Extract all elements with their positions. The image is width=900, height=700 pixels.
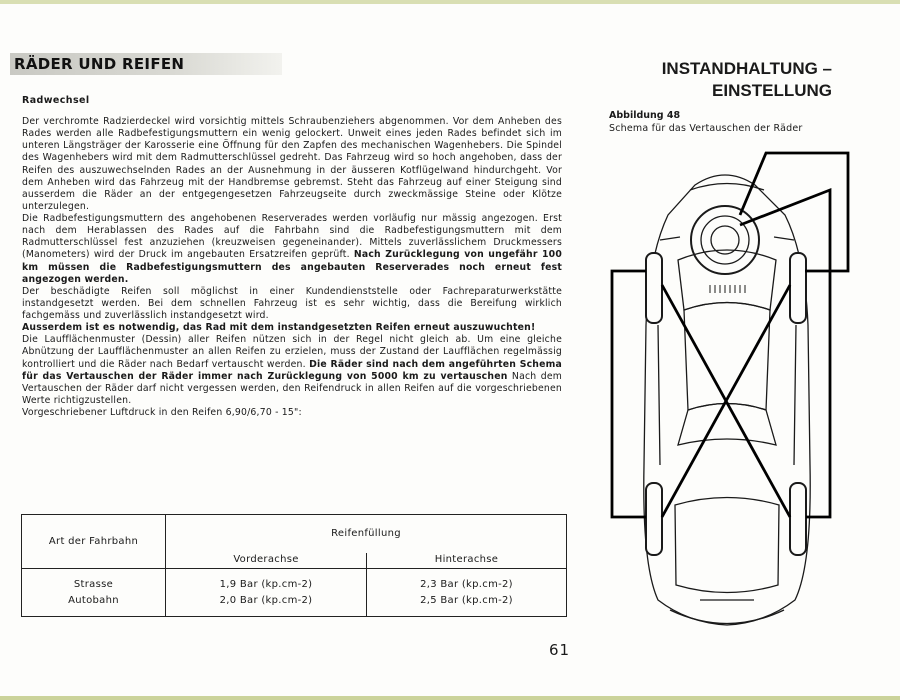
chapter-heading: [600, 58, 832, 102]
table-cell-road-types: [22, 569, 166, 617]
table-cell-rear-values: [367, 569, 567, 617]
bold-text: Die Räder sind nach dem angeführten Schema für das Vertauschen der Räder immer nach Zurücklegung von 5000 km zu vertauschen: [22, 358, 562, 382]
body-paragraph: [22, 407, 562, 419]
page-number: 61: [549, 641, 571, 659]
table-header-rear-axle: Hinterachse: [367, 553, 567, 569]
rotation-arrows: [612, 153, 848, 517]
rear-value-street: 2,3 Bar (kp.cm-2): [420, 578, 513, 590]
table-header-front-axle: Vorderachse: [166, 553, 367, 569]
wheel-rotation-diagram: [600, 145, 860, 655]
chapter-heading-line-2: EINSTELLUNG: [712, 81, 832, 100]
front-value-highway: 2,0 Bar (kp.cm-2): [219, 594, 313, 606]
section-title: RÄDER UND REIFEN: [14, 55, 185, 73]
body-paragraph: [22, 334, 562, 407]
paragraph-text: Nach dem Vertauschen der Räder darf nicht vergessen werden, den Reifendruck in allen Reifen auf die vorgeschriebenen Werte richtigzustellen.: [22, 370, 563, 406]
paragraph-text: Der beschädigte Reifen soll möglichst in einer Kundendienststelle oder Fachreparaturwerkstätte instandgesetzt werden. Bei dem schnellen Fahrzeug ist es sehr wichtig, dass die Bereifung wirklich fachgemäss und zuverlässlich instandgesetzt wird.: [22, 285, 562, 321]
top-border: [0, 0, 900, 4]
table-header-road-type: Art der Fahrbahn: [22, 515, 166, 569]
body-paragraph: [22, 322, 562, 334]
tire-pressure-table: [21, 514, 567, 617]
paragraph-text: Der verchromte Radzierdeckel wird vorsichtig mittels Schraubenziehers abgenommen. Vor dem Anheben des Rades werden alle Radbefestigungsmuttern ein wenig gelockert. Unweit eines jeden Rades befindet sich im unteren Längsträger der Karosserie eine Öffnung für den Zapfen des mechanischen Wagenhebers. Die Spindel des Wagenhebers wird mit dem Radmutterschlüssel gedreht. Das Fahrzeug wird so hoch angehoben, dass der Reifen des auszuwechselnden Rades an der Ausnehmung in der äusseren Kotflügelwand hindurchgeht. Vor dem Anheben wird das Fahrzeug mit der Handbremse gebremst. Steht das Fahrzeug auf einer Steigung sind ausserdem die Räder an der entgegengesetzen Fahrzeugseite durch zweckmässige Steine oder Klötze unterzulegen.: [22, 116, 562, 212]
spare-wheel: [691, 206, 759, 274]
rear-value-highway: 2,5 Bar (kp.cm-2): [420, 594, 513, 606]
paragraph-text: Die Radbefestigungsmuttern des angehobenen Reserverades werden vorläufig nur mässig angezogen. Erst nach dem Herablassen des Rades auf die Fahrbahn sind die Radbefestigungsmuttern mit dem Radmutterschlüssel fest anzuziehen (kreuzweisen gegeneinander). Mittels zuverlässlichem Druckmessers (Manometers) wird der Druck im angebauten Ersatzreifen geprüft.: [22, 213, 562, 261]
body-paragraph: [22, 286, 562, 322]
table-header-tire-filling: Reifenfüllung: [166, 515, 567, 553]
figure-caption: Schema für das Vertauschen der Räder: [609, 123, 803, 134]
grille: [710, 285, 745, 293]
table-cell-front-values: [166, 569, 367, 617]
chapter-heading-line-1: INSTANDHALTUNG –: [661, 59, 832, 78]
figure-label: Abbildung 48: [609, 110, 681, 121]
bold-text: Nach Zurücklegung von ungefähr 100 km müssen die Radbefestigungsmuttern des angebauten Reserverades noch erneut fest angezogen werden.: [22, 249, 562, 285]
paragraph-text: Die Laufflächenmuster (Dessin) aller Reifen nützen sich in der Regel nicht gleich ab. Um eine gleiche Abnützung der Laufflächenmuster an allen Reifen zu erzielen, muss der Zustand der Laufflächen regelmässig kontrolliert und die Räder nach Bedarf vertauscht werden.: [22, 334, 562, 370]
body-paragraph: [22, 116, 562, 213]
bold-text: Ausserdem ist es notwendig, das Rad mit dem instandgesetzten Reifen erneut auszuwuchten!: [22, 322, 536, 334]
front-value-street: 1,9 Bar (kp.cm-2): [219, 578, 313, 590]
body-text: [22, 116, 562, 419]
subheading: Radwechsel: [22, 95, 90, 106]
paragraph-text: Vorgeschriebener Luftdruck in den Reifen 6,90/6,70 - 15":: [22, 407, 302, 418]
road-type-highway: Autobahn: [68, 594, 119, 606]
road-type-street: Strasse: [73, 578, 114, 590]
body-paragraph: [22, 213, 562, 286]
bottom-border: [0, 696, 900, 700]
